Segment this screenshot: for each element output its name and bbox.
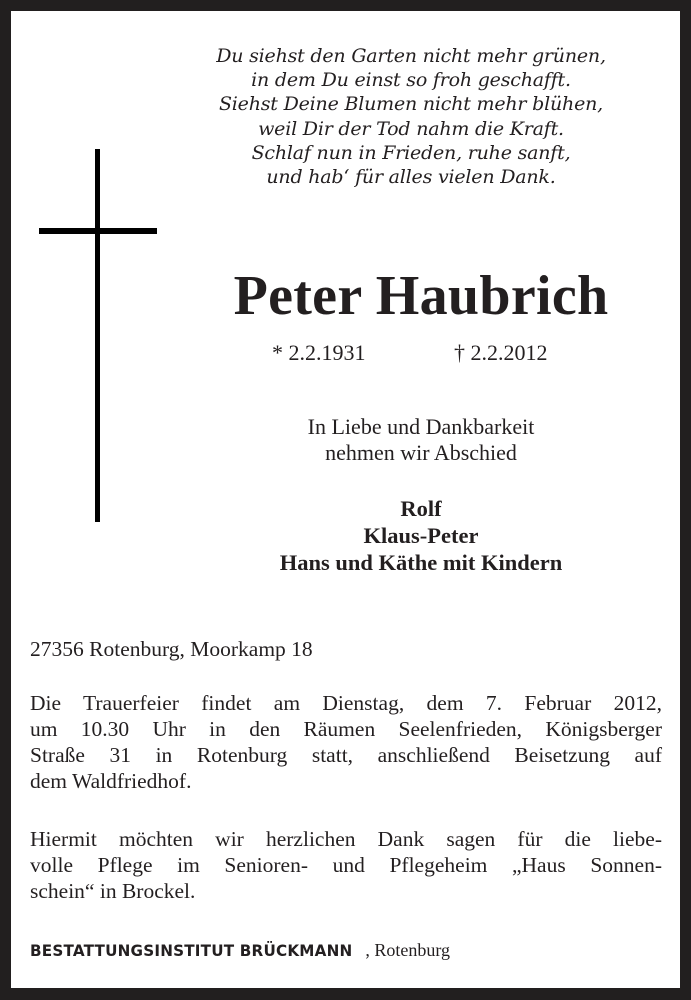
memorial-poem: [191, 44, 631, 189]
cross-horizontal-bar: [39, 228, 157, 234]
poem-line: Siehst Deine Blumen nicht mehr blühen,: [218, 93, 603, 116]
deceased-name: Peter Haubrich: [233, 265, 609, 327]
farewell-line: nehmen wir Abschied: [325, 440, 517, 465]
mourner: Klaus-Peter: [363, 523, 479, 548]
mourner: Rolf: [400, 496, 442, 521]
notice-line: um 10.30 Uhr in den Räumen Seelenfrieden, Königsberger: [30, 717, 662, 741]
mourners-list: [201, 495, 641, 576]
thanks-note: [30, 826, 662, 904]
thanks-line: schein“ in Brockel.: [30, 879, 196, 903]
farewell-text: [201, 414, 641, 466]
poem-line: in dem Du einst so froh geschafft.: [251, 69, 571, 92]
notice-line: Straße 31 in Rotenburg statt, anschließend Beisetzung auf: [30, 743, 662, 767]
birth-date: * 2.2.1931: [272, 340, 366, 365]
farewell-line: In Liebe und Dankbarkeit: [307, 414, 535, 439]
notice-line: dem Waldfriedhof.: [30, 769, 192, 793]
death-date: † 2.2.2012: [454, 340, 548, 365]
funeral-home-name: BESTATTUNGSINSTITUT BRÜCKMANN: [30, 941, 353, 960]
thanks-line: Hiermit möchten wir herzlichen Dank sagen für die liebe-: [30, 827, 662, 851]
funeral-home-credit: [30, 940, 450, 961]
family-address: 27356 Rotenburg, Moorkamp 18: [30, 637, 313, 661]
cross-vertical-bar: [95, 149, 100, 522]
notice-line: Die Trauerfeier findet am Dienstag, dem 7. Februar 2012,: [30, 691, 662, 715]
funeral-notice: [30, 690, 662, 794]
obituary-notice: [11, 11, 680, 988]
poem-line: und hab‘ für alles vielen Dank.: [266, 166, 556, 189]
poem-line: Schlaf nun in Frieden, ruhe sanft,: [251, 141, 571, 164]
mourner: Hans und Käthe mit Kindern: [279, 550, 563, 575]
poem-line: weil Dir der Tod nahm die Kraft.: [258, 117, 564, 140]
thanks-line: volle Pflege im Senioren- und Pflegeheim „Haus Sonnen-: [30, 853, 662, 877]
funeral-home-city: , Rotenburg: [365, 940, 451, 960]
poem-line: Du siehst den Garten nicht mehr grünen,: [216, 45, 606, 67]
